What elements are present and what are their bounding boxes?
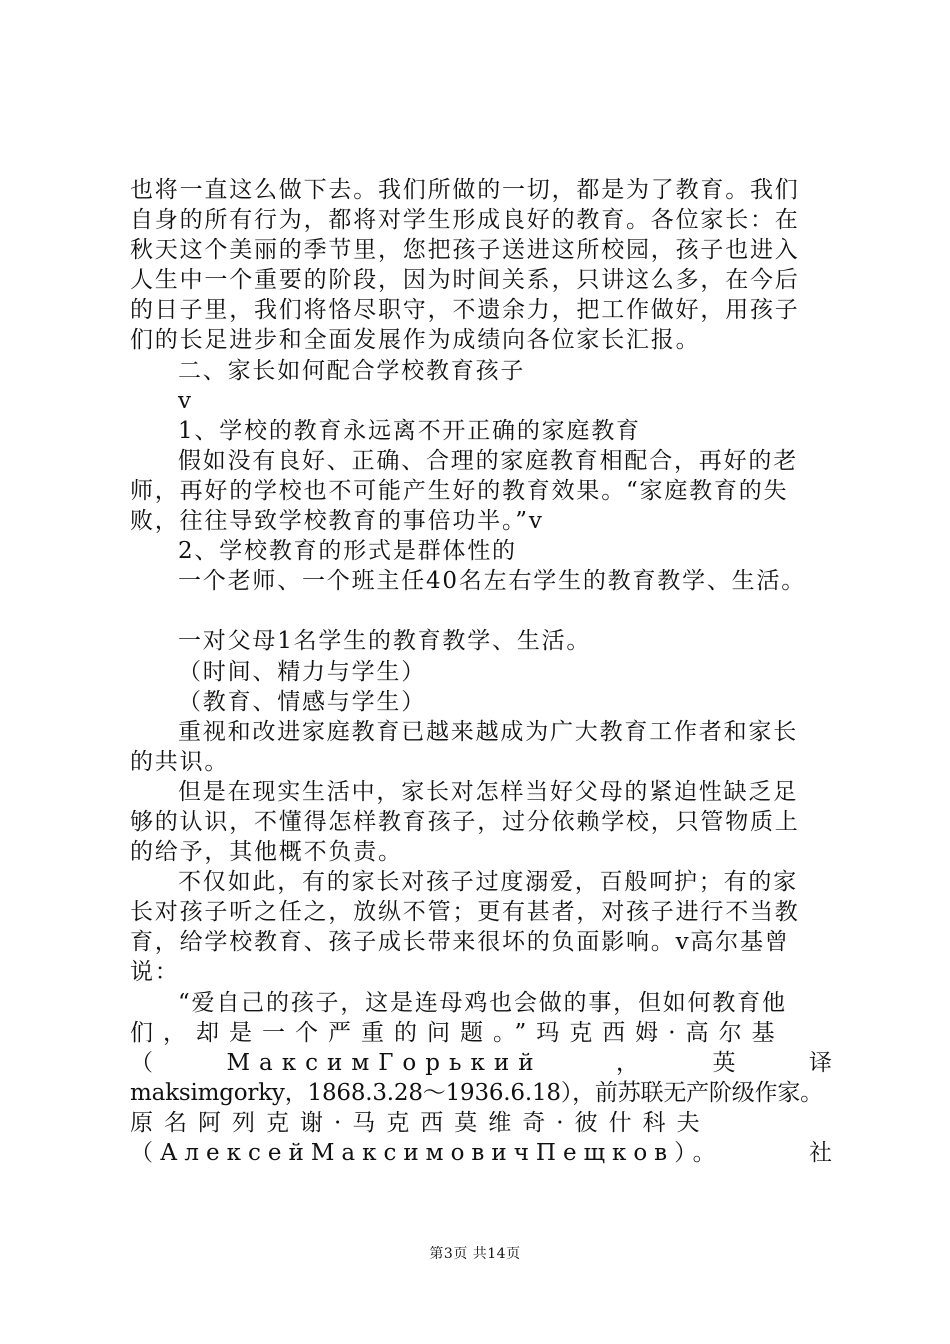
section-heading: 二、家长如何配合学校教育孩子 [178,357,526,384]
text-fragment: 社 [809,1140,832,1166]
document-body [130,175,832,1168]
text-line: v [178,387,193,414]
text-line: maksimgorky，1868.3.28～1936.6.18），前苏联无产阶级作家。 [130,1079,823,1106]
text-line: 原名阿列克谢·马克西莫维奇·彼什科夫 [130,1109,711,1136]
page-footer: 第3页 共14页 [429,1246,521,1262]
text-line: （教育、情感与学生） [178,688,426,715]
text-line: 长对孩子听之任之，放纵不管；更有甚者，对孩子进行不当教 [130,899,800,926]
text-fragment: （ [130,1049,153,1076]
text-fragment: （АлексейМаксимовичПещков）。 [130,1140,723,1166]
subsection-heading: 2、学校教育的形式是群体性的 [178,538,517,565]
text-line: 说： [130,959,180,986]
text-line: 师，再好的学校也不可能产生好的教育效果。“家庭教育的失 [130,477,789,504]
russian-name-line [130,1138,832,1168]
text-line: 假如没有良好、正确、合理的家庭教育相配合，再好的老 [178,447,798,474]
text-line: 的共识。 [130,748,230,775]
text-line: 一个老师、一个班主任40名左右学生的教育教学、生活。 [178,568,807,595]
russian-name-line [130,1048,832,1078]
text-line: 败，往往导致学校教育的事倍功半。”v [130,508,544,535]
subsection-heading: 1、学校的教育永远离不开正确的家庭教育 [178,417,641,444]
text-line: 但是在现实生活中，家长对怎样当好父母的紧迫性缺乏足 [178,778,798,805]
text-line: （时间、精力与学生） [178,658,426,685]
text-line: 人生中一个重要的阶段，因为时间关系，只讲这么多，在今后 [130,267,800,294]
text-line: 重视和改进家庭教育已越来越成为广大教育工作者和家长 [178,718,798,745]
text-line: 的给予，其他概不负责。 [130,839,403,866]
text-fragment: 英 [712,1049,736,1076]
text-line: 育，给学校教育、孩子成长带来很坏的负面影响。v高尔基曾 [130,929,790,956]
text-fragment: МаксимГорький [226,1049,543,1076]
text-fragment: 译 [808,1049,832,1076]
quote-line: “爱自己的孩子，这是连母鸡也会做的事，但如何教育他 [178,989,787,1016]
text-line: 秋天这个美丽的季节里，您把孩子送进这所校园，孩子也进入 [130,237,800,264]
text-line: 的日子里，我们将恪尽职守，不遗余力，把工作做好，用孩子 [130,297,800,324]
text-line: 够的认识，不懂得怎样教育孩子，过分依赖学校，只管物质上 [130,808,800,835]
text-line: 不仅如此，有的家长对孩子过度溺爱，百般呵护；有的家 [178,869,798,896]
quote-line: 们，却是一个严重的问题。”玛克西姆·高尔基 [130,1019,785,1046]
text-line: 自身的所有行为，都将对学生形成良好的教育。各位家长：在 [130,207,800,234]
text-fragment: ， [616,1049,640,1076]
blank-line [130,596,832,626]
text-line: 也将一直这么做下去。我们所做的一切，都是为了教育。我们 [130,177,800,203]
text-line: 们的长足进步和全面发展作为成绩向各位家长汇报。 [130,327,701,354]
text-line: 一对父母1名学生的教育教学、生活。 [178,628,592,655]
